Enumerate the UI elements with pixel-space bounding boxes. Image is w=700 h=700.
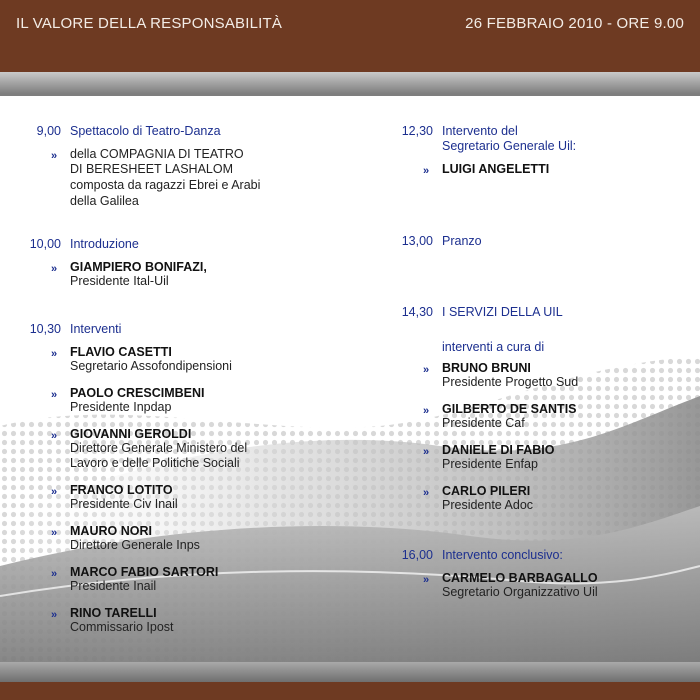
session-label: Pranzo bbox=[442, 234, 482, 248]
bullet-icon: » bbox=[423, 487, 430, 499]
bullet-icon: » bbox=[51, 568, 58, 580]
bullet-icon: » bbox=[423, 574, 430, 586]
detail-line: DI BERESHEET LASHALOM bbox=[70, 162, 234, 176]
speaker-role: Presidente Adoc bbox=[442, 498, 534, 512]
speaker-name: RINO TARELLI bbox=[70, 606, 157, 620]
session-label: I SERVIZI DELLA UIL bbox=[442, 305, 563, 319]
time-label: 14,30 bbox=[401, 305, 433, 319]
speaker-role: Presidente Caf bbox=[442, 416, 525, 430]
time-label: 12,30 bbox=[401, 124, 433, 138]
time-label: 9,00 bbox=[36, 124, 61, 138]
speaker-role: Presidente Civ Inail bbox=[70, 497, 178, 511]
speaker-role: Commissario Ipost bbox=[70, 620, 174, 634]
speaker-name: FRANCO LOTITO bbox=[70, 483, 173, 497]
footer-bar bbox=[0, 682, 700, 700]
bullet-icon: » bbox=[51, 150, 58, 162]
detail-line: composta da ragazzi Ebrei e Arabi bbox=[70, 178, 261, 192]
speaker-role: Presidente Inail bbox=[70, 579, 157, 593]
bullet-icon: » bbox=[51, 486, 58, 498]
bullet-icon: » bbox=[51, 263, 58, 275]
speaker-role: Segretario Organizzativo Uil bbox=[442, 585, 598, 599]
time-label: 10,00 bbox=[29, 237, 61, 251]
speaker-name: PAOLO CRESCIMBENI bbox=[70, 386, 205, 400]
header-divider bbox=[0, 72, 700, 96]
bullet-icon: » bbox=[51, 348, 58, 360]
bullet-icon: » bbox=[51, 430, 58, 442]
header-bar bbox=[0, 0, 700, 72]
session-label: Intervento del bbox=[442, 124, 518, 138]
speaker-name: MARCO FABIO SARTORI bbox=[70, 565, 219, 579]
detail-line: della COMPAGNIA DI TEATRO bbox=[70, 147, 244, 161]
footer-divider bbox=[0, 662, 700, 682]
speaker-role: Direttore Generale Inps bbox=[70, 538, 200, 552]
bullet-icon: » bbox=[51, 527, 58, 539]
session-label: Interventi bbox=[70, 322, 122, 336]
speaker-name: CARLO PILERI bbox=[442, 484, 531, 498]
event-title: IL VALORE DELLA RESPONSABILITÀ bbox=[16, 15, 283, 32]
time-label: 16,00 bbox=[401, 548, 433, 562]
speaker-name: CARMELO BARBAGALLO bbox=[442, 571, 598, 585]
speaker-role: Direttore Generale Ministero del bbox=[70, 441, 248, 455]
speaker-role: Presidente Enfap bbox=[442, 457, 538, 471]
speaker-name: LUIGI ANGELETTI bbox=[442, 162, 550, 176]
speaker-role: Presidente Ital-Uil bbox=[70, 274, 169, 288]
speaker-name: MAURO NORI bbox=[70, 524, 152, 538]
time-label: 13,00 bbox=[401, 234, 433, 248]
detail-line: della Galilea bbox=[70, 194, 139, 208]
bullet-icon: » bbox=[51, 389, 58, 401]
time-label: 10,30 bbox=[29, 322, 61, 336]
speaker-role: Presidente Inpdap bbox=[70, 400, 172, 414]
bullet-icon: » bbox=[423, 446, 430, 458]
speaker-name: GIAMPIERO BONIFAZI, bbox=[70, 260, 207, 274]
session-sublabel: interventi a cura di bbox=[442, 340, 545, 354]
bullet-icon: » bbox=[423, 364, 430, 376]
speaker-role: Lavoro e delle Politiche Sociali bbox=[70, 456, 240, 470]
bullet-icon: » bbox=[51, 609, 58, 621]
speaker-name: DANIELE DI FABIO bbox=[442, 443, 555, 457]
session-label: Introduzione bbox=[70, 237, 139, 251]
session-label: Intervento conclusivo: bbox=[442, 548, 563, 562]
session-label: Segretario Generale Uil: bbox=[442, 139, 577, 153]
session-label: Spettacolo di Teatro-Danza bbox=[70, 124, 221, 138]
speaker-role: Presidente Progetto Sud bbox=[442, 375, 579, 389]
speaker-role: Segretario Assofondipensioni bbox=[70, 359, 232, 373]
speaker-name: FLAVIO CASETTI bbox=[70, 345, 172, 359]
speaker-name: GIOVANNI GEROLDI bbox=[70, 427, 192, 441]
speaker-name: GILBERTO DE SANTIS bbox=[442, 402, 577, 416]
bullet-icon: » bbox=[423, 165, 430, 177]
bullet-icon: » bbox=[423, 405, 430, 417]
speaker-name: BRUNO BRUNI bbox=[442, 361, 531, 375]
event-date: 26 FEBBRAIO 2010 - ORE 9.00 bbox=[465, 15, 684, 32]
